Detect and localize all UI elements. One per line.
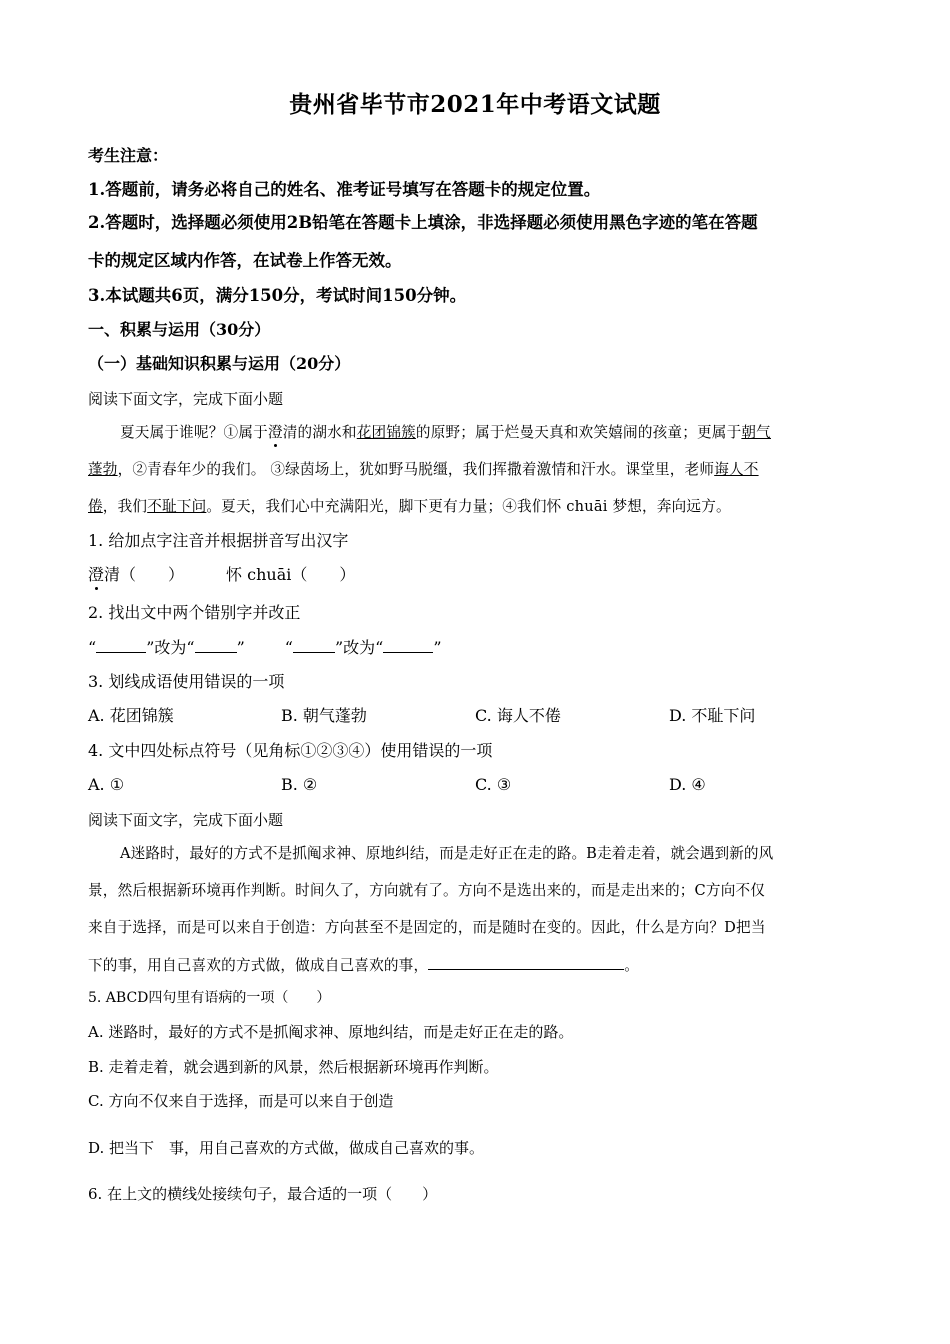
question-4-option-c[interactable]: C. ③ [475, 775, 512, 794]
question-5-stem: 5. ABCD四句里有语病的一项（ ） [88, 990, 331, 1006]
underlined-idiom-4: 不耻下问 [147, 498, 207, 515]
question-5-option-b[interactable]: B. 走着走着，就会遇到新的风景，然后根据新环境再作判断。 [88, 1058, 499, 1076]
answer-blank-b[interactable]: 怀 chuāi（ ） [226, 565, 356, 584]
question-3-option-d[interactable]: D. 不耻下问 [669, 706, 756, 725]
underlined-idiom-2-part-1: 朝气 [741, 424, 771, 441]
question-3-stem: 3. 划线成语使用错误的一项 [88, 672, 285, 691]
section-2-instruction: 阅读下面文字，完成下面小题 [88, 811, 284, 829]
notice-item-2-line-1: 2.答题时，选择题必须使用2B铅笔在答题卡上填涂，非选择题必须使用黑色字迹的笔在答题 [88, 213, 758, 232]
question-4-option-d[interactable]: D. ④ [669, 775, 706, 794]
passage-2-line-1: A迷路时，最好的方式不是抓阄求神、原地纠结，而是走好正在走的路。B走着走着，就会遇到新的风 [120, 845, 774, 862]
underlined-idiom-3-part-1: 诲人不 [714, 461, 759, 478]
section-1-instruction: 阅读下面文字，完成下面小题 [88, 390, 284, 408]
passage-1-line-3: 倦，我们不耻下问。夏天，我们心中充满阳光，脚下更有力量；④我们怀 chuāi 梦想，奔向远方。 [88, 498, 731, 515]
section-1-heading: 一、积累与运用（30分） [88, 320, 271, 339]
question-4-option-b[interactable]: B. ② [281, 775, 318, 794]
question-5-option-d[interactable]: D. 把当下 事，用自己喜欢的方式做，做成自己喜欢的事。 [88, 1139, 485, 1157]
notice-item-1: 1.答题前，请务必将自己的姓名、准考证号填写在答题卡的规定位置。 [88, 180, 601, 199]
question-4-stem: 4. 文中四处标点符号（见角标①②③④）使用错误的一项 [88, 741, 493, 760]
question-3-option-b[interactable]: B. 朝气蓬勃 [281, 706, 367, 725]
dotted-char: 澄 [267, 424, 283, 441]
notice-item-2-line-2: 卡的规定区域内作答，在试卷上作答无效。 [88, 251, 402, 270]
fill-in-blank[interactable] [428, 955, 624, 970]
underlined-idiom-3-part-2: 倦 [88, 498, 103, 515]
passage-1-line-1: 夏天属于谁呢？①属于澄清的湖水和花团锦簇的原野；属于烂曼天真和欢笑嬉闹的孩童；更属于朝气 [120, 424, 771, 441]
answer-blank-2[interactable] [195, 638, 237, 653]
section-1-subheading: （一）基础知识积累与运用（20分） [88, 354, 351, 373]
page-title: 贵州省毕节市2021年中考语文试题 [289, 91, 661, 118]
question-6-stem: 6. 在上文的横线处接续句子，最合适的一项（ ） [88, 1185, 438, 1203]
answer-blank-3[interactable] [293, 638, 335, 653]
notice-heading: 考生注意： [88, 146, 169, 165]
notice-item-3: 3.本试题共6页，满分150分，考试时间150分钟。 [88, 286, 467, 305]
passage-2-line-3: 来自于选择，而是可以来自于创造：方向甚至不是固定的，而是随时在变的。因此，什么是方向？D把当 [88, 919, 766, 936]
question-1-answers [88, 565, 355, 585]
question-2-stem: 2. 找出文中两个错别字并改正 [88, 603, 301, 622]
question-3-option-c[interactable]: C. 诲人不倦 [475, 706, 561, 725]
passage-1-line-2: 蓬勃，②青春年少的我们。 ③绿茵场上，犹如野马脱缰，我们挥撒着激情和汗水。课堂里，老师诲人不 [88, 461, 759, 478]
passage-2-line-2: 景，然后根据新环境再作判断。时间久了，方向就有了。方向不是选出来的，而是走出来的；C方向不仅 [88, 882, 766, 899]
underlined-idiom-1: 花团锦簇 [356, 424, 416, 441]
passage-2-line-4: 下的事，用自己喜欢的方式做，做成自己喜欢的事， 。 [88, 957, 640, 974]
question-2-answers: “ ”改为“ ” “ ”改为“ ” [88, 638, 442, 657]
question-3-option-a[interactable]: A. 花团锦簇 [88, 706, 174, 725]
answer-blank-1[interactable] [96, 638, 146, 653]
question-1-stem: 1. 给加点字注音并根据拼音写出汉字 [88, 531, 349, 550]
underlined-idiom-2-part-2: 蓬勃 [88, 461, 118, 478]
answer-blank-a[interactable]: 清（ ） [104, 565, 185, 584]
dotted-char: 澄 [88, 565, 105, 584]
question-4-option-a[interactable]: A. ① [88, 775, 125, 794]
answer-blank-4[interactable] [383, 638, 433, 653]
question-5-option-a[interactable]: A. 迷路时，最好的方式不是抓阄求神、原地纠结，而是走好正在走的路。 [88, 1023, 574, 1041]
question-5-option-c[interactable]: C. 方向不仅来自于选择，而是可以来自于创造 [88, 1092, 394, 1110]
